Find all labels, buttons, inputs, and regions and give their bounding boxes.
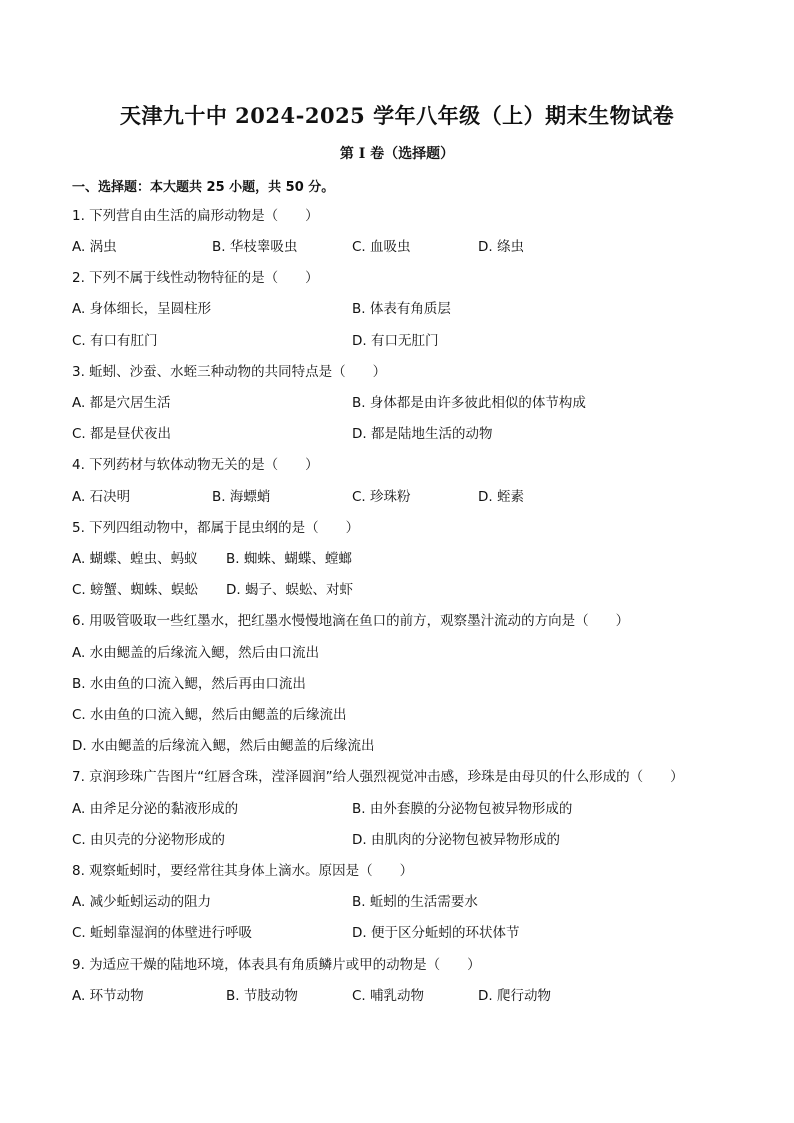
q3-option-c: C. 都是昼伏夜出 (72, 426, 172, 442)
question-2: 2. 下列不属于线性动物特征的是（ ） (72, 270, 319, 286)
q7-option-d: D. 由肌肉的分泌物包被异物形成的 (352, 832, 560, 848)
q9-option-a: A. 环节动物 (72, 988, 144, 1004)
q8-option-c: C. 蚯蚓靠湿润的体壁进行呼吸 (72, 925, 253, 941)
q3-option-d: D. 都是陆地生活的动物 (352, 426, 493, 442)
q5-option-d: D. 蝎子、蜈蚣、对虾 (226, 582, 353, 598)
section-heading: 一、选择题：本大题共 25 小题，共 50 分。 (72, 180, 335, 195)
q3-option-b: B. 身体都是由许多彼此相似的体节构成 (352, 395, 586, 411)
q2-option-c: C. 有口有肛门 (72, 333, 158, 349)
question-5: 5. 下列四组动物中，都属于昆虫纲的是（ ） (72, 520, 360, 536)
q9-option-d: D. 爬行动物 (478, 988, 551, 1004)
q9-option-c: C. 哺乳动物 (352, 988, 425, 1004)
q4-option-a: A. 石决明 (72, 489, 131, 505)
q6-option-d: D. 水由鳃盖的后缘流入鳃，然后由鳃盖的后缘流出 (72, 738, 375, 754)
q1-option-c: C. 血吸虫 (352, 239, 411, 255)
q1-option-d: D. 绦虫 (478, 239, 524, 255)
page-title: 天津九十中 2024-2025 学年八年级（上）期末生物试卷 (119, 103, 675, 128)
question-4: 4. 下列药材与软体动物无关的是（ ） (72, 457, 319, 473)
q1-option-a: A. 涡虫 (72, 239, 117, 255)
question-6: 6. 用吸管吸取一些红墨水，把红墨水慢慢地滴在鱼口的前方，观察墨汁流动的方向是（ ） (72, 613, 630, 629)
page-subtitle: 第 I 卷（选择题） (339, 146, 455, 162)
question-7: 7. 京润珍珠广告图片“红唇含珠，滢泽圆润”给人强烈视觉冲击感，珍珠是由母贝的什么形成的（ ） (72, 769, 684, 785)
q1-option-b: B. 华枝睾吸虫 (212, 239, 298, 255)
q6-option-c: C. 水由鱼的口流入鳃，然后由鳃盖的后缘流出 (72, 707, 347, 723)
q5-option-c: C. 螃蟹、蜘蛛、蜈蚣 (72, 582, 199, 598)
question-3: 3. 蚯蚓、沙蚕、水蛭三种动物的共同特点是（ ） (72, 364, 387, 380)
question-8: 8. 观察蚯蚓时，要经常往其身体上滴水。原因是（ ） (72, 863, 414, 879)
q8-option-b: B. 蚯蚓的生活需要水 (352, 894, 478, 910)
q4-option-b: B. 海螵蛸 (212, 489, 271, 505)
q2-option-d: D. 有口无肛门 (352, 333, 439, 349)
q7-option-a: A. 由斧足分泌的黏液形成的 (72, 801, 239, 817)
q8-option-a: A. 减少蚯蚓运动的阻力 (72, 894, 212, 910)
q2-option-a: A. 身体细长，呈圆柱形 (72, 301, 212, 317)
q6-option-a: A. 水由鳃盖的后缘流入鳃，然后由口流出 (72, 645, 320, 661)
q5-option-b: B. 蜘蛛、蝴蝶、螳螂 (226, 551, 352, 567)
q7-option-c: C. 由贝壳的分泌物形成的 (72, 832, 226, 848)
q6-option-b: B. 水由鱼的口流入鳃，然后再由口流出 (72, 676, 306, 692)
q8-option-d: D. 便于区分蚯蚓的环状体节 (352, 925, 520, 941)
q9-option-b: B. 节肢动物 (226, 988, 298, 1004)
q7-option-b: B. 由外套膜的分泌物包被异物形成的 (352, 801, 573, 817)
q4-option-c: C. 珍珠粉 (352, 489, 411, 505)
question-1: 1. 下列营自由生活的扁形动物是（ ） (72, 208, 319, 224)
q5-option-a: A. 蝴蝶、蝗虫、蚂蚁 (72, 551, 198, 567)
q2-option-b: B. 体表有角质层 (352, 301, 451, 317)
q4-option-d: D. 蛭素 (478, 489, 524, 505)
question-9: 9. 为适应干燥的陆地环境，体表具有角质鳞片或甲的动物是（ ） (72, 957, 481, 973)
q3-option-a: A. 都是穴居生活 (72, 395, 171, 411)
